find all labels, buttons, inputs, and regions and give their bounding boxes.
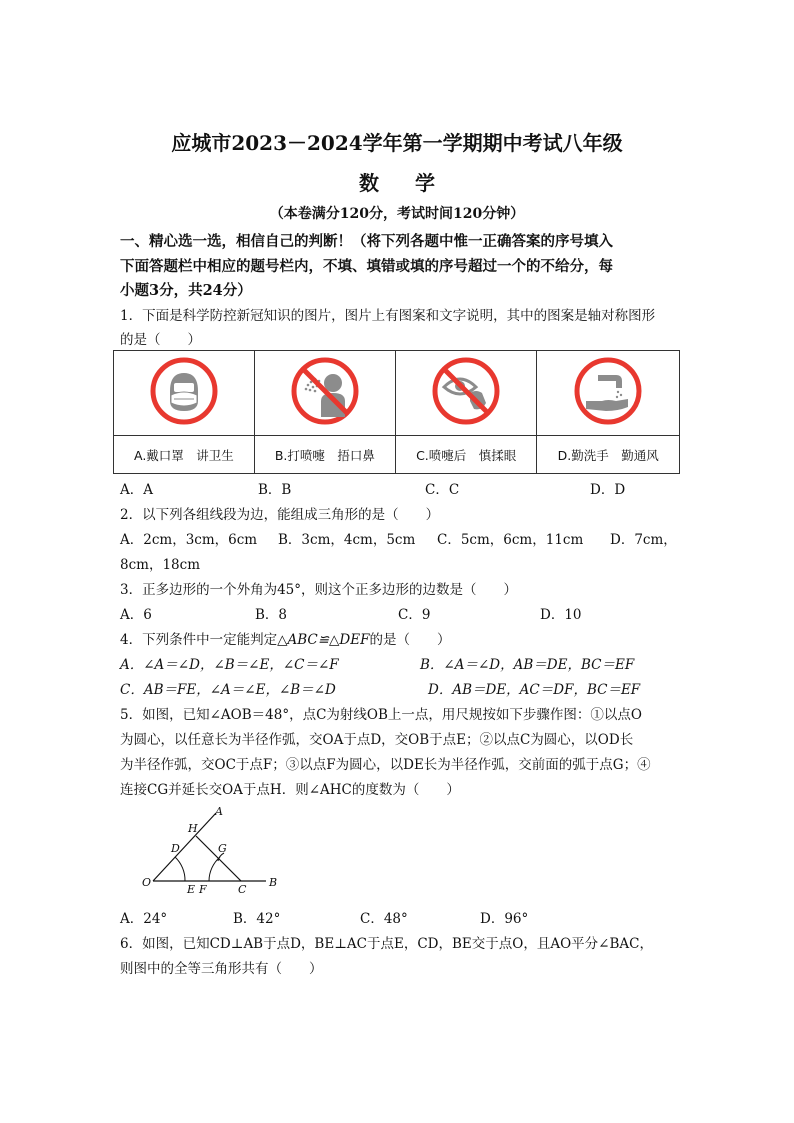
sneeze-sign-icon — [289, 355, 361, 427]
section1-line1: 一、精心选一选，相信自己的判断！（将下列各题中惟一正确答案的序号填入 — [120, 233, 613, 250]
section1-line2: 下面答题栏中相应的题号栏内，不填、填错或填的序号超过一个的不给分，每 — [120, 258, 613, 275]
q1-picture-table — [113, 350, 680, 474]
label-o: O — [142, 876, 152, 889]
q2-option-d-cont: 8cm，18cm — [120, 557, 200, 573]
q3-option-c: C．9 — [398, 607, 431, 623]
q1-caption-b: B.打喷嚏 捂口鼻 — [254, 436, 395, 474]
q1-caption-c: C.喷嚏后 慎揉眼 — [395, 436, 536, 474]
q1-caption-d: D.勤洗手 勤通风 — [537, 436, 680, 474]
q2-option-a: A．2cm，3cm，6cm — [120, 532, 258, 548]
q4-stem — [120, 628, 450, 648]
q1-option-b: B．B — [258, 482, 292, 498]
q5-stem-line4: 连接CG并延长交OA于点H．则∠AHC的度数为（ ） — [120, 782, 460, 798]
q5-geometry-figure — [138, 805, 288, 897]
q4-stem-math: △ABC≌△DEF — [277, 632, 370, 648]
handwash-sign-icon — [572, 355, 644, 427]
q1-option-c: C．C — [425, 482, 460, 498]
label-f: F — [199, 883, 207, 896]
eye-rub-sign-icon — [430, 355, 502, 427]
q6-stem-line1: 6．如图，已知CD⊥AB于点D，BE⊥AC于点E，CD，BE交于点O，且AO平分∠BAC， — [120, 936, 653, 952]
q1-option-d: D．D — [590, 482, 626, 498]
q5-option-b: B．42° — [233, 911, 281, 927]
label-b: B — [269, 876, 278, 889]
label-d: D — [171, 842, 180, 855]
q5-stem-line1: 5．如图，已知∠AOB＝48°，点C为射线OB上一点，用尺规按如下步骤作图：①以点O — [120, 707, 642, 723]
q2-option-c: C．5cm，6cm，11cm — [437, 532, 584, 548]
label-g: G — [218, 842, 227, 855]
label-e: E — [187, 883, 196, 896]
q2-option-d: D．7cm， — [610, 532, 677, 548]
q4-option-d: D．AB＝DE，AC＝DF，BC＝EF — [428, 682, 641, 698]
q6-stem-line2: 则图中的全等三角形共有（ ） — [120, 961, 323, 977]
q1-cell-a — [114, 351, 255, 436]
q4-option-c: C．AB＝FE，∠A＝∠E，∠B＝∠D — [120, 682, 336, 698]
q3-option-d: D．10 — [540, 607, 582, 623]
q5-option-a: A．24° — [120, 911, 168, 927]
label-c: C — [238, 883, 247, 896]
q1-option-a: A．A — [120, 482, 153, 498]
arc-de — [175, 857, 185, 881]
q5-stem-line2: 为圆心，以任意长为半径作弧，交OA于点D，交OB于点E；②以点C为圆心，以OD长 — [120, 732, 634, 748]
subject-title: 数学 — [359, 171, 471, 195]
section1-line3: 小题3分，共24分） — [120, 282, 252, 299]
q1-cell-b — [254, 351, 395, 436]
q2-option-b: B．3cm，4cm，5cm — [278, 532, 416, 548]
q5-option-c: C．48° — [360, 911, 408, 927]
q1-cell-d — [537, 351, 680, 436]
q1-cell-c — [395, 351, 536, 436]
q5-stem-line3: 为半径作弧，交OC于点F；③以点F为圆心，以DE长为半径作弧，交前面的弧于点G；④ — [120, 757, 651, 773]
q3-option-a: A．6 — [120, 607, 152, 623]
q4-option-b: B．∠A＝∠D，AB＝DE，BC＝EF — [420, 657, 635, 673]
q2-stem: 2．以下列各组线段为边，能组成三角形的是（ ） — [120, 507, 440, 523]
mask-sign-icon — [148, 355, 220, 427]
q4-stem-pre: 4．下列条件中一定能判定 — [120, 632, 278, 648]
q5-option-d: D．96° — [480, 911, 529, 927]
label-h: H — [188, 822, 198, 835]
q1-stem-line1: 1．下面是科学防控新冠知识的图片，图片上有图案和文字说明，其中的图案是轴对称图形 — [120, 308, 656, 324]
q4-stem-post: 的是（ ） — [369, 632, 451, 648]
q3-stem: 3．正多边形的一个外角为45°，则这个正多边形的边数是（ ） — [120, 582, 518, 598]
q4-option-a: A．∠A＝∠D，∠B＝∠E，∠C＝∠F — [120, 657, 339, 673]
score-time-note: （本卷满分120分，考试时间120分钟） — [269, 206, 525, 222]
label-a: A — [215, 805, 223, 818]
exam-title: 应城市2023－2024学年第一学期期中考试八年级 — [171, 131, 623, 155]
q3-option-b: B．8 — [255, 607, 288, 623]
q1-stem-line2: 的是（ ） — [120, 332, 201, 348]
q1-caption-a: A.戴口罩 讲卫生 — [114, 436, 255, 474]
